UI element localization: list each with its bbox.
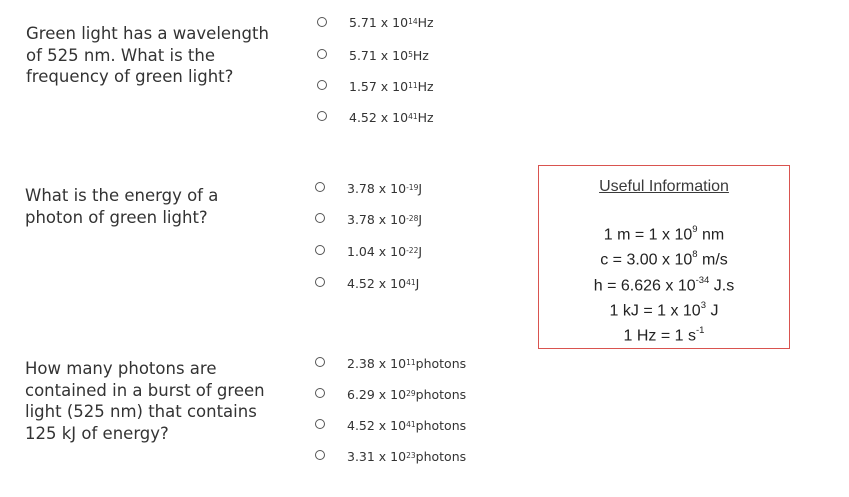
info-line-2-exp: 8 — [692, 249, 698, 261]
q3-option-2-label[interactable] — [347, 385, 466, 403]
info-line-1-pre: 1 m = 1 x 10 — [603, 226, 693, 244]
q1-option-4-unit: Hz — [417, 109, 434, 125]
info-line-3-exp: -34 — [695, 274, 710, 286]
q1-option-1-radio[interactable] — [317, 17, 327, 27]
q1-option-2-radio[interactable] — [317, 49, 327, 59]
q2-option-4-mantissa: 4.52 x 10 — [347, 275, 407, 291]
question-1-text: Green light has a wavelength of 525 nm. What is the frequency of green light? — [26, 24, 269, 86]
q1-option-3-unit: Hz — [417, 78, 434, 94]
info-line-5-exp: -1 — [696, 325, 705, 337]
q3-option-4-mantissa: 3.31 x 10 — [347, 448, 407, 464]
q2-option-1-radio[interactable] — [315, 182, 325, 192]
question-3-text: How many photons are contained in a burst of green light (525 nm) that contains 125 kJ of energy? — [25, 359, 265, 443]
q2-option-4-unit: J — [415, 275, 420, 291]
q3-option-2-radio[interactable] — [315, 388, 325, 398]
info-line-hertz-definition — [539, 321, 789, 346]
q1-option-3-radio[interactable] — [317, 80, 327, 90]
q2-option-4-radio[interactable] — [315, 277, 325, 287]
q2-option-4-label[interactable] — [347, 274, 419, 292]
q3-option-3-unit: photons — [415, 417, 467, 433]
info-line-2-pre: c = 3.00 x 10 — [600, 251, 693, 269]
q1-option-3-exponent: 11 — [408, 80, 418, 90]
q3-option-3-exponent: 41 — [406, 419, 416, 429]
q1-option-2-unit: Hz — [412, 47, 429, 63]
q3-option-2-exponent: 29 — [406, 388, 416, 398]
info-line-1-post: nm — [697, 226, 725, 244]
q3-option-4-unit: photons — [415, 448, 467, 464]
info-line-4-pre: 1 kJ = 1 x 10 — [609, 302, 701, 320]
q2-option-3-mantissa: 1.04 x 10 — [347, 243, 407, 259]
info-line-2-post: m/s — [697, 251, 728, 269]
info-line-3-pre: h = 6.626 x 10 — [593, 276, 696, 294]
q3-option-4-radio[interactable] — [315, 450, 325, 460]
info-line-4-exp: 3 — [700, 299, 706, 311]
q2-option-1-mantissa: 3.78 x 10 — [347, 180, 407, 196]
question-2-text: What is the energy of a photon of green light? — [25, 186, 219, 227]
info-line-1-exp: 9 — [692, 224, 698, 235]
q2-option-2-radio[interactable] — [315, 213, 325, 223]
info-line-planck-constant — [539, 271, 789, 296]
q1-option-4-mantissa: 4.52 x 10 — [349, 109, 409, 125]
q3-option-3-radio[interactable] — [315, 419, 325, 429]
q3-option-4-label[interactable] — [347, 447, 466, 465]
q1-option-1-mantissa: 5.71 x 10 — [349, 14, 409, 30]
q2-option-1-label[interactable] — [347, 179, 422, 197]
q2-option-4-exponent: 41 — [406, 277, 416, 287]
q3-option-3-label[interactable] — [347, 416, 466, 434]
info-line-3-post: J.s — [709, 276, 735, 294]
q3-option-1-radio[interactable] — [315, 357, 325, 367]
q1-option-2-exponent: 5 — [408, 49, 413, 59]
info-line-meter-conversion — [539, 220, 789, 245]
q1-option-1-label[interactable] — [349, 13, 434, 31]
q2-option-1-unit: J — [418, 180, 423, 196]
q2-option-3-unit: J — [418, 243, 423, 259]
q1-option-3-label[interactable] — [349, 77, 434, 95]
q1-option-1-exponent: 14 — [408, 16, 418, 26]
q2-option-2-mantissa: 3.78 x 10 — [347, 211, 407, 227]
q3-option-2-mantissa: 6.29 x 10 — [347, 386, 407, 402]
q3-option-2-unit: photons — [415, 386, 467, 402]
q1-option-2-label[interactable] — [349, 46, 429, 64]
q1-option-4-label[interactable] — [349, 108, 434, 126]
q3-option-3-mantissa: 4.52 x 10 — [347, 417, 407, 433]
useful-information-box — [538, 165, 790, 349]
q2-option-2-unit: J — [418, 211, 423, 227]
q2-option-2-label[interactable] — [347, 210, 422, 228]
useful-information-lines — [539, 220, 789, 347]
info-line-5-pre: 1 Hz = 1 s — [623, 327, 697, 345]
q3-option-1-mantissa: 2.38 x 10 — [347, 355, 407, 371]
info-line-kilojoule-conversion — [539, 296, 789, 321]
q3-option-1-exponent: 11 — [406, 357, 416, 367]
q2-option-3-exponent: -22 — [406, 245, 419, 255]
q2-option-2-exponent: -28 — [406, 213, 419, 223]
useful-information-title: Useful Information — [599, 178, 729, 195]
info-line-4-post: J — [706, 302, 719, 320]
q1-option-2-mantissa: 5.71 x 10 — [349, 47, 409, 63]
q1-option-4-exponent: 41 — [408, 111, 418, 121]
q3-option-1-label[interactable] — [347, 354, 466, 372]
info-line-speed-of-light — [539, 245, 789, 270]
q3-option-4-exponent: 23 — [406, 450, 416, 460]
q2-option-1-exponent: -19 — [406, 182, 419, 192]
q3-option-1-unit: photons — [415, 355, 467, 371]
q2-option-3-label[interactable] — [347, 242, 422, 260]
q1-option-4-radio[interactable] — [317, 111, 327, 121]
q2-option-3-radio[interactable] — [315, 245, 325, 255]
q1-option-1-unit: Hz — [417, 14, 434, 30]
q1-option-3-mantissa: 1.57 x 10 — [349, 78, 409, 94]
